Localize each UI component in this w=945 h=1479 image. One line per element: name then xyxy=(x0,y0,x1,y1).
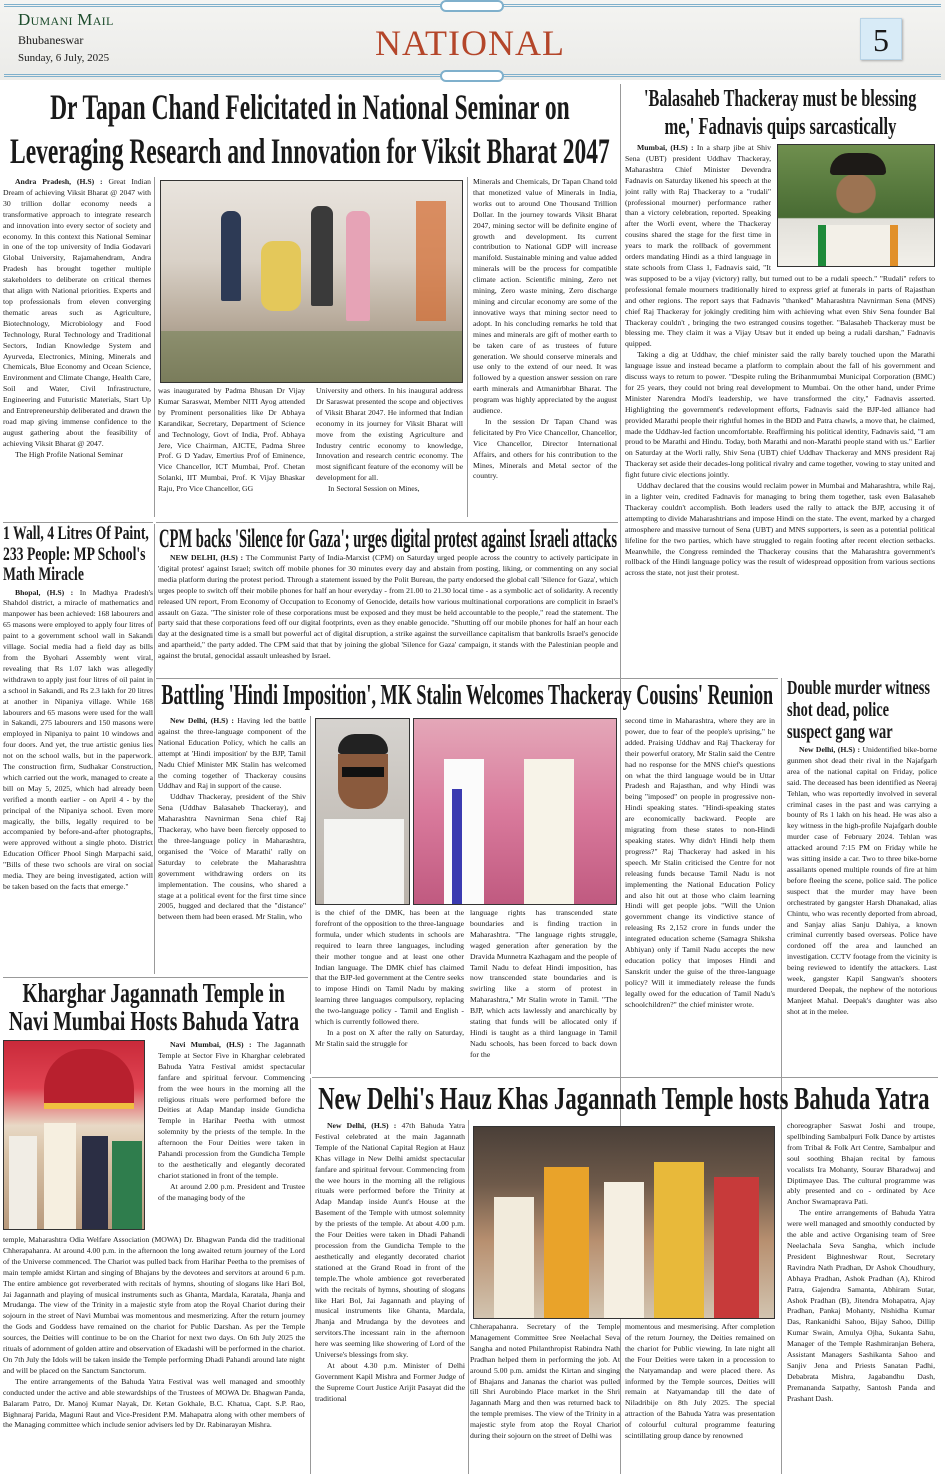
murder-article xyxy=(787,677,937,1076)
felicitation-photo xyxy=(160,180,463,383)
section-title: NATIONAL xyxy=(375,23,565,63)
seminar-col-3 xyxy=(316,386,463,519)
murder-headline: Double murder witness shot dead, police suspect gang war xyxy=(787,677,930,743)
paragraph-text: choreographer Saswat Joshi and troupe, spellbinding Sambalpuri Folk Dance by artistes from Tribal & Folk Art Centre, Sambalpur and soul soothing Bhajan recital by famous vocalists Ira Mohanty, Sourav Bharadwaj and Diptimayee Das. The cultural programme was ably presented and co - ordinated by Ace Anchor Swarnaprava Pati. xyxy=(787,1121,935,1207)
paragraph-text: Uddhav Thackeray, president of the Shiv Sena (Uddhav Balasaheb Thackeray), and Maharashtra Navnirman Sena chief Raj Thackeray, who have been fiercely opposed to the three-language policy in Maharashtra, organised the 'Voice of Marathi' rally on Saturday to celebrate the Maharashtra government withdrawing orders on its implementation. The cousins, who shared a stage at a political event for the first time since 2005, hugged and declared that the "distance" between them had been erased. Mr Stalin, who xyxy=(158,792,306,922)
paragraph xyxy=(625,1322,775,1442)
kharghar-headline-line-1: Kharghar Jagannath Temple in xyxy=(22,978,286,1008)
paragraph xyxy=(625,350,935,481)
paragraph-text: Great Indian Dream of achieving Viksit Bharat @ 2047 with 30 trillion dollar economy needs a transformative approach to integrate research and innovation into every sector of society and economy. In this context this National Seminar in one of the top university of India Godavari Global University, Rajamahendram, Andra Pradesh has brought together multiple stakeholders to deliberate on critical themes that align with National priorities. Experts and top professionals from eleven converging thematic areas such as Agriculture, Biotechnology, Microbiology and Food Technology, Rural Technology and Traditional Sectors, Indian Knowledge System and Ayurveda, Electronics, Mining, Minerals and Chemicals, Blue Economy and Ocean Science, Environment and Climate Change, Health Care, Soil and Water, Civil Infrastructure, Engineering and Futuristic Materials, Start Up and Entrepreneurship deliberated and drawn the road map giving immense confidence to the august gathering about the feasibility of achieving Viksit Bharat @ 2047. xyxy=(3,177,151,448)
paragraph xyxy=(158,716,306,792)
paragraph-text: At about 4.30 p.m. Minister of Delhi Government Kapil Mishra and Former Judge of the Supreme Court Justice Arijit Pasayat did the traditional xyxy=(315,1360,465,1403)
paragraph xyxy=(158,1040,305,1182)
seminar-headline-line-2: Leveraging Research and Innovation for Viksit Bharat 2047 xyxy=(10,131,610,171)
wall-body xyxy=(3,588,153,893)
paragraph xyxy=(158,1182,305,1204)
paragraph xyxy=(3,177,151,450)
seminar-col-1 xyxy=(3,177,151,519)
paragraph xyxy=(3,588,153,893)
paragraph-text: Chherapahanra. Secretary of the Temple Management Committee Sree Neelachal Seva Sangha and noted Philanthropist Rabindra Nath Pradhan helped them in performing the job. At around 5.00 p.m. amidst the Kirtan and singing of Bhajans and Jananas the chariot was pulled till Shri Aurobindo Place market in the Shri Jagannath Marg and then was returned back to the temple premises. The view of the Trinity in a majestic style from atop the Royal Chariot during their sojourn on the street of Delhi was xyxy=(470,1322,620,1441)
stalin-col-1 xyxy=(158,716,306,976)
paragraph-text: In Madhya Pradesh's Shahdol district, a miracle of mathematics and manpower has been achieved: 168 labourers and 65 masons were employed to apply four litres of paint to a government school wall in Sakandi village. Social media had a field day as bills from the Byohari Assembly went viral, revealing that Rs 1.07 lakh was allegedly withdrawn to apply just four litres of oil paint in a school in Sakandi, and Rs 2.3 lakh for 20 litres at another in Nipaniya village. While 168 labourers and 65 masons were used for the wall in Sakandi, 275 labourers and 150 masons were employed in Nipaniya to paint 10 windows and four doors. And yet, the true artistic genius lies not on the school walls, but in the paperwork. The construction firm, Sudhakar Construction, which carried out the work, managed to create a bill on May 5, 2025, which had already been verified a month earlier - on April 4 - by the principal of the Nipaniya school. Even more magically, the bills, legally required to be accompanied by before-and-after photographs, were approved without a single photo. District Education Officer Phool Singh Marpachi said, "Bills of these two schools are viral on social media. They are being investigated, action will be taken based on the facts that emerge." xyxy=(3,587,153,892)
paragraph-text: The High Profile National Seminar xyxy=(15,449,124,459)
paragraph-text: In the session Dr Tapan Chand was felicitated by Pro Vice Chancellor, Chancellor, Vice Chancellor, Director International Affairs, and others for his contribution to the Mines, Minerals and Metal sector of the country. xyxy=(473,416,617,481)
paragraph xyxy=(787,1208,935,1404)
fadnavis-body xyxy=(625,143,935,670)
paragraph-text: In a post on X after the rally on Saturday, Mr Stalin said the struggle for xyxy=(315,1027,464,1048)
paragraph xyxy=(625,481,935,579)
paragraph-text: In Sectoral Session on Mines, xyxy=(328,484,420,494)
fadnavis-photo xyxy=(777,144,935,267)
stalin-col-4 xyxy=(625,716,775,1074)
paragraph xyxy=(315,1028,464,1050)
paragraph-text: language rights has transcended state boundaries and is finding traction in Maharashtra. "The language rights struggle, waged generation after generation by the Dravida Munnetra Kazhagam and the people of Tamil Nadu to defeat Hindi imposition, has now transcended state boundaries and is swirling like a storm of protest in Maharashtra," Mr Stalin wrote in Tamil. "The BJP, which acts lawlessly and anarchically by stating that funds will be allocated only if Hindi is taught as a third language in Tamil Nadu schools, has been forced to back down for the xyxy=(470,908,617,1059)
paragraph xyxy=(315,908,464,1028)
hauzkhas-headline: New Delhi's Hauz Khas Jagannath Temple hosts Bahuda Yatra xyxy=(318,1080,930,1116)
hauzkhas-col-3 xyxy=(625,1322,775,1472)
paragraph xyxy=(3,1235,305,1377)
paragraph-text: is the chief of the DMK, has been at the forefront of the opposition to the three-language formula, under which students in schools are required to learn three languages, including their mother tongue and at least one other Indian language. The DMK chief has claimed that the BJP-led government at the Centre seeks to impose Hindi on Tamil Nadu by making learning three languages compulsory, replacing the two-language policy - Tamil and English - which is currently followed there. xyxy=(315,908,464,1027)
paragraph xyxy=(3,1377,305,1432)
dateline: Andra Pradesh, (H.S) : xyxy=(15,177,103,186)
thackeray-cousins-photo xyxy=(413,718,617,905)
paragraph xyxy=(158,386,305,495)
kharghar-side-body xyxy=(158,1040,305,1233)
paper-name: Dumani Mail xyxy=(18,10,114,29)
stalin-headline: Battling 'Hindi Imposition', MK Stalin Welcomes Thackeray Cousins' Reunion xyxy=(161,680,773,711)
paragraph-text: The entire arrangements of Bahuda Yatra were well managed and smoothly conducted by the able and active Organising team of Sree Neelachala Seva Sangha, which include President Bighneshwar Rout, Secretary Ravindra Nath Pradhan, Dr Ashok Choudhury, Abhaya Pradhan, Ashok Pradhan (A), Khirod Patra, Gajendra Samanta, Abhiram Sutar, Ashok Pradhan (B), Jitendra Mohapatra, Ajay Pradhan, Pankaj Mohanty, Nishidha Kumar Das, Rankanidhi Sahoo, Bijay Sahoo, Dillip Kumar Swain, Amulya Ojha, Sukanta Sahu, Manager of the Temple Rashmiranjan Behera, Assistant Managers Sashikanta Sahoo and Sanjiv Jena and Priests Sanatan Padhi, Debabrata Mishra, Jagabandhu Dash, Premananda Satpathy, Santosh Panda and Prashant Dash. xyxy=(787,1208,935,1403)
paragraph xyxy=(315,1361,465,1405)
paragraph xyxy=(473,417,617,482)
page-number: 5 xyxy=(860,18,902,60)
paragraph xyxy=(470,908,617,1061)
paragraph-text: Unidentified bike-borne gunmen shot dead their rival in the Najafgarh area of the national capital on Friday, police said. The deceased has been identified as Neeraj Tehlan, who was reportedly involved in several criminal cases in the past and was carrying a bounty of Rs 1 lakh on his head. He was also a key witness in the high-profile Najafgarh double murder case of February 2024. Tehlan was attacked around 7:15 PM on Friday while he was sitting inside a car. Two to three bike-borne assailants opened multiple rounds of fire at him before fleeing the scene, police said. The police suspect that the murder may have been orchestrated by gangster Harsh Dhanakad, alias Chintu, who was recently deported from abroad, and Sanjay alias Sanju Dahiya, a known criminal currently based overseas. Police have cordoned off the area and launched an investigation. CCTV footage from the vicinity is being reviewed to identify the attackers. Last week, gangster Kapil Sangwan's shooters murdered Deepak, the nephew of the notorious Manjeet Mahal. Deepak's daughter was also shot at in the melee. xyxy=(787,745,937,1016)
paragraph-text: second time in Maharashtra, where they are in power, due to fear of the people's uprising," he added. Praising Uddhav and Raj Thackeray for their powerful oratory, Mr Stalin said the Centre had no response for the MNS chief's questions on what the third language would be in Uttar Pradesh and Rajasthan, and why Hindi was being "imposed" on people in progressive non-Hindi speaking states. "Hindi-speaking states are economically backward. People are migrating from these states to non-Hindi speaking states. Why didn't Hindi help them progress?" Raj Thackeray had asked in his speech. Mr Stalin criticised the Centre for not releasing funds because Tamil Nadu is not implementing the National Education Policy and also hit out at those who claim learning Hindi will get people jobs. "Will the Union government change its vindictive stance of releasing Rs 2,152 crore in funds under the integrated education scheme (Samagra Shiksha Abhiyan) only if Tamil Nadu accepts the new education policy that imposes Hindi and Sanskrit under the guise of the three-language policy? Will it immediately release the funds legally owed for the education of Tamil Nadu's schoolchildren?" the chief minister wrote. xyxy=(625,716,775,1009)
paragraph-text: The Jagannath Temple at Sector Five in Kharghar celebrated Bahuda Yatra Festival amidst spectacular fanfare and spiritual fervour. Commencing from the wee hours in the morning all the religious rituals were performed before the Deities at Adap Mandap inside Gundicha Temple in Harihar Peetha with utmost solemnity by the priests of the temple. In the afternoon the Four Deities were taken in Pahandi procession from the Gundicha Temple to the aesthetically and elegantly decorated chariot stationed in front of the temple. xyxy=(158,1040,305,1180)
seminar-col-2 xyxy=(158,386,305,519)
paragraph-text: temple, Maharashtra Odia Welfare Association (MOWA) Dr. Bhagwan Panda did the traditional Chherapahanra. At around 4.00 p.m. in the afternoon the long awaited return journey of the Lord of the Universe commenced. The Chariot was pulled back from Harihar Peetha to the premises of main temple amidst Kirtan and singing of Bhajans by the devotees and servitors at around 6 p.m. The entire ambience got reverberated with recitals of hymns, shouting of slogans like Hari Bol, Jai Jagannath and playing of musical instruments such as Ghanta, Mardala, Karatala, Jhanja and Mrudanga. The view of the Trinity in a majestic style from atop the Royal Chariot during their sojourn in the street of Navi Mumbai was momentous and mesmerizing. After the return journey the Gods and Goddess have remained on the chariot for Public Darshan. As per the Temple sources, the Deities will continue to be on the Chariot for next two days. On 6th July 2025 the rituals of adornment of golden attire and observation of Ekadashi will be performed in the chariot. On 7th July the Idols will be taken inside the Temple performing Dhadi Pahandi around late night and will be placed on the Sanctum Sanctorum. xyxy=(3,1235,305,1375)
fadnavis-headline-line-2: me,' Fadnavis quips sarcastically xyxy=(664,114,896,140)
paragraph-text: The Communist Party of India-Marxist (CPM) on Saturday urged people across the country to actively participate in 'digital protest' against Israel; switch off mobile phones for 30 minutes every day and abstain from posting, liking, or commenting on any social media platform during the protest period. Through a statement issued by the Polit Bureau, the party endorsed the global call 'Silence for Gaza', which urges people to switch off their mobile phones for half an hour everyday - from 21.00 to 21.30 local time - as a symbolic act of solidarity. A recently released UN report, From Economy of Occupation to Economy of Genocide, details how various multinational corporations are complicit in Israel's assault on Gaza. "The sinister role of these corporations must be exposed and they must be held accountable to the people," read the statement. The party said that these corporations feed off our digital footprints, even as they enable genocide. "Shutting off our mobile phones for half an hour each day at the designated time is a small but powerful act of digital disruption, a strike against the surveillance capitalism that bankrolls Israel's genocide and apartheid," the party added. The CPM said that that by joining the global 'Silence for Gaza' campaign, it stands with the Palestinian people and against the brutal, genocidal assault unleashed by Israel. xyxy=(158,553,618,661)
dateline: Mumbai, (H.S) : xyxy=(637,143,694,152)
hauzkhas-yatra-photo xyxy=(473,1126,775,1319)
paragraph-text: 47th Bahuda Yatra Festival celebrated at the main Jagannath Temple of the National Capital Region at Hauz Khas village in New Delhi amidst spectacular fanfare and spiritual fervour. Commencing from the wee hours in the morning all the religious rituals were performed before the Trinity at Adap Mandap inside Aunt's House at the Basement of the Temple with utmost solemnity by the priests of the temple. At about 4.00 p.m. the Four Deities were taken in Dhadi Pahandi procession from the Gundicha Temple to the aesthetically and elegantly decorated chariot stationed at the Grand Road in front of the temple.The whole ambience got reverberated with the recitals of hymns, shouting of slogans like Hari Bol, Jai Jagannath and playing of musical instruments like Ghanta, Mardala, Jhanja and Mrudanga by the devotees and servitors.The incessant rain in the afternoon here was seeming like showering of Lord of the Universe's blessings from sky. xyxy=(315,1121,465,1360)
paragraph-text: was inaugurated by Padma Bhusan Dr Vijay Kumar Saraswat, Member NITI Ayog attended by Prominent personalities like Dr Abhaya Karandikar, Secretary, Department of Science and Technology, Govt of India, Prof. Abhaya Jere, Vice Chairman, AICTE, Padma Shree Prof. G D Yadav, Emertius Prof of Eminence, Vice Chancellor, ICT Mumbai, Prof. Chetan Solanki, IIT Mumbai, Prof. K Vijay Bhaskar Raju, Pro Vice Chancellor, GG xyxy=(158,386,305,494)
paragraph-text: Uddhav declared that the cousins would reclaim power in Mumbai and Maharashtra, while Raj, in a lighter vein, credited Fadnavis for managing to bring them together, task even Balasaheb Thackeray couldn't accomplish. Both leaders used the rally to attack the BJP, accusing it of attempting to divide Maharashtrians and impose Hindi on the state. The event, marked by a charged atmosphere and massive turnout of Sena (UBT) and MNS supporters, is seen as a potential political lifeline for the two parties, which have struggled to regain footing after recent election setbacks. Meanwhile, the Congress reminded the Thackeray cousins that the Maharashtra government's rollback of the Hindi language policy was the result of widespread opposition from various sections across the state, not just their protest. xyxy=(625,481,935,578)
paragraph xyxy=(316,386,463,484)
paragraph xyxy=(787,1121,935,1208)
paragraph xyxy=(3,450,151,461)
edition-city: Bhubaneswar xyxy=(18,33,84,47)
dateline: New Delhi, (H.S) : xyxy=(170,716,234,725)
wall-article xyxy=(3,524,153,974)
dateline: New Delhi, (H.S) : xyxy=(799,745,861,754)
stalin-col-2 xyxy=(315,908,464,1074)
hauzkhas-col-1 xyxy=(315,1121,465,1471)
paragraph-text: Minerals and Chemicals, Dr Tapan Chand told that monetized value of Minerals in India, works out to around One Thousand Trillion Dollar. In the journey towards Viksit Bharat 2047, mining sector will be definite engine of growth and development. Its current contribution to National GDP will increase manifold. Sustainable mining and value added minerals will be the process for compatible climate action. Scientific mining, Zero net mining, Zero waste mining, Zero discharge mining and circular economy are some of the innovative ways that mining sector need to adopt. In his concluding remarks he told that mines and minerals are gift of mother earth to be taken care of as trustees of future generation. We should conserve minerals and use only to the extend of our need. It was followed by a question answer session on rare earth minerals and Atmanirbhar Bharat. The program was highly appreciated by the august audience. xyxy=(473,177,617,416)
issue-date: Sunday, 6 July, 2025 xyxy=(18,52,110,64)
paragraph xyxy=(470,1322,620,1442)
stalin-photo xyxy=(315,718,410,905)
paragraph xyxy=(625,716,775,1010)
seminar-col-4 xyxy=(473,177,617,519)
paragraph xyxy=(316,484,463,495)
paragraph-text: Taking a dig at Uddhav, the chief minister said the rally barely touched upon the Marathi language issue and instead became a platform to complain about the fall of his government and discuss ways to return to power. "Despite ruling the Brihanmumbai Municipal Corporation (BMC) for 25 years, they could not bring real development to Mumbai. On the other hand, under Prime Minister Narendra Modi's leadership, we have transformed the city," Fadnavis asserted. Highlighting the government's redevelopment efforts, Fadnavis said the BJP-led alliance had provided Marathi people their rightful homes in the BDD and Patra chawls, a move that, he claimed, made the Uddhav-led faction uncomfortable. Reaffirming his political identity, Fadnavis said, "I am proud to be Marathi and Hindu. Today, both Marathi and non-Marathi people stand with us." Earlier on Saturday at the Worli rally, Shiv Sena (UBT) chief Uddhav Thackeray and MNS president Raj Thackeray set aside their decades-long political rivalry and came together, vowing to stay united and fight future civic elections jointly. xyxy=(625,350,935,480)
paragraph xyxy=(473,177,617,417)
kharghar-chariot-photo xyxy=(3,1040,145,1230)
paragraph-text: momentous and mesmerising. After completion of the return Journey, the Deities remained on the chariot for Public viewing. In late night all the Four Deities were taken in a procession to the Natyamandap and were placed there. As informed by the Temple sources, Deities will remain at Natyamandap till the date of Niladribije on 8th July 2025. The special attraction of the Bahuda Yatra was presentation of colourful cultural programme featuring scintillating group dance by renowned xyxy=(625,1322,775,1441)
dateline: Navi Mumbai, (H.S) : xyxy=(170,1040,252,1049)
wall-headline: 1 Wall, 4 Litres Of Paint, 233 People: MP School's Math Miracle xyxy=(3,524,149,586)
cpm-body xyxy=(158,553,618,676)
cpm-headline: CPM backs 'Silence for Gaza'; urges digital protest against Israeli attacks xyxy=(158,524,618,553)
stalin-col-3 xyxy=(470,908,617,1074)
paragraph-text: At around 2.00 p.m. President and Trustee of the managing body of the xyxy=(158,1181,305,1202)
dateline: New Delhi, (H.S) : xyxy=(327,1121,397,1130)
paragraph-text: Having led the battle against the three-language component of the National Education Policy, which he calls an attempt at 'Hindi imposition' by the BJP, Tamil Nadu Chief Minister MK Stalin has welcomed the coming together of Thackeray cousins Uddhav and Raj in support of the cause. xyxy=(158,716,306,791)
kharghar-headline-line-2: Navi Mumbai Hosts Bahuda Yatra xyxy=(8,1006,300,1036)
hauzkhas-col-2 xyxy=(470,1322,620,1472)
paragraph xyxy=(158,553,618,662)
dateline: NEW DELHI, (H.S) : xyxy=(170,553,244,562)
paragraph xyxy=(158,792,306,923)
murder-body xyxy=(787,745,937,1018)
paragraph xyxy=(787,745,937,1018)
dateline: Bhopal, (H.S) : xyxy=(15,587,74,597)
fadnavis-headline-line-1: 'Balasaheb Thackeray must be blessing xyxy=(643,86,917,112)
seminar-headline-line-1: Dr Tapan Chand Felicitated in National Seminar on xyxy=(50,87,570,127)
paragraph xyxy=(315,1121,465,1361)
kharghar-body xyxy=(3,1235,305,1472)
ornament-icon xyxy=(440,70,504,82)
hauzkhas-col-4 xyxy=(787,1121,935,1471)
paragraph-text: The entire arrangements of the Bahuda Yatra Festival was well managed and smoothly conducted under the active and able stewardships of the Trustees of MOWA Dr. Bhagwan Panda, Balaram Patro, Dr. Manoj Kumar Nayak, Dr. Ketan Gokhale, B.C. Khatua, Capt. S.P. Rao, Bighnaraj Parida, Maguni Raut and Vice-President P.M. Mahapatra along with other members of the Managing committee which include senior advisers led by Dr. Rabinarayan Mishra. xyxy=(3,1376,305,1430)
ornament-icon xyxy=(440,0,504,12)
paragraph-text: In a sharp jibe at Shiv Sena (UBT) president Uddhav Thackeray, Maharashtra Chief Minister Devendra Fadnavis on Saturday likened his speech at the joint rally with Raj Thackeray to a "rudali" (professional mourner) performance rather than a victory celebration, reported. Speaking after the Worli event, where the Thackeray cousins shared the stage for the first time in years to mark the rollback of government orders mandating Hindi as a third language in state schools from Class 1, Fadnavis said, "It was supposed to be a vijay (victory) rally, but turned out to be a rudali speech." "Rudali" refers to professional female mourners traditionally hired to express grief at funerals in parts of Rajasthan and other regions. The report says that Fadnavis "thanked" Maharashtra Navnirman Sena (MNS) chief Raj Thackeray for jokingly crediting him with achieving what even Shiv Sena founder Bal Thackeray couldn't , bringing the two estranged cousins together. "Balasaheb Thackeray must be blessing me. They claim it was a Vijay Utsav but it ended up being a rudali darshan," Fadnavis quipped. xyxy=(625,143,935,349)
paragraph-text: University and others. In his inaugural address Dr Saraswat presented the scope and objectives of Viksit Bharat 2047. He informed that Indian economy in its journey for Viksit Bharat will move from the existing Agriculture and Industry centric economy to knowledge, Innovation and research centric economy. The most significant feature of the economy will be development for all. xyxy=(316,386,463,483)
